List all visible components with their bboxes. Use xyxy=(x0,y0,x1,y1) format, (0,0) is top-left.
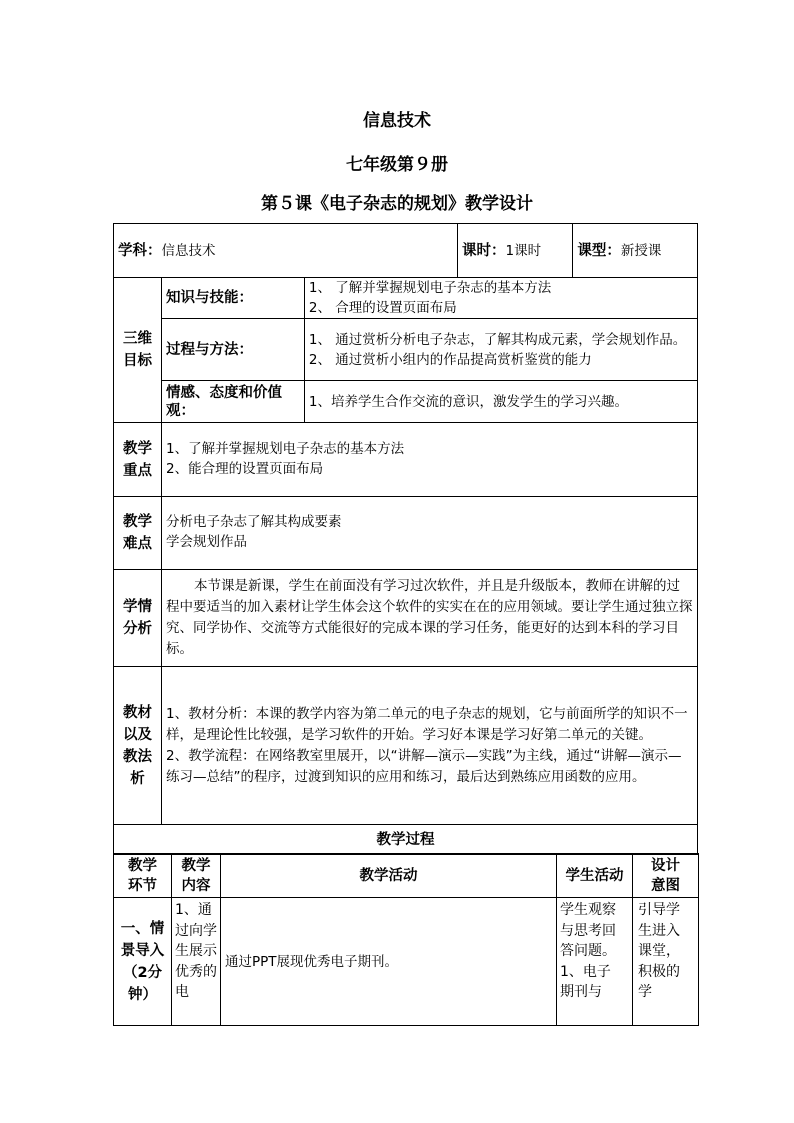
key-point-item: 1、了解并掌握规划电子杂志的基本方法 xyxy=(165,441,405,457)
materials-label: 教材以及教法析 xyxy=(114,667,162,825)
row-stage: 一、情景导入（2分钟） xyxy=(114,898,172,1026)
materials-paragraph-2: 2、教学流程：在网络教室里展开，以“讲解—演示—实践”为主线，通过“讲解—演示—练习—总结”的程序，过渡到知识的应用和练习，最后达到熟练应用函数的应用。 xyxy=(165,747,682,785)
col-content-header: 教学内容 xyxy=(172,854,221,898)
analysis-text: 本节课是新课，学生在前面没有学习过次软件，并且是升级版本，教师在讲解的过程中要适当的加入素材让学生体会这个软件的实实在在的应用领域。要让学生通过独立探究、同学协作、交流等方式能很好的完成本课的学习任务，能更好的达到本科的学习目标。 xyxy=(165,578,693,657)
type-value: 新授课 xyxy=(620,242,662,259)
row-intent: 引导学生进入课堂，积极的学 xyxy=(633,898,699,1026)
analysis-label: 学情分析 xyxy=(114,570,162,667)
materials-paragraph-1: 1、教材分析：本课的教学内容为第二单元的电子杂志的规划，它与前面所学的知识不一样，是理论性比较强，是学习软件的开始。学习好本课是学习好第二单元的关键。 xyxy=(165,705,688,743)
difficulty-item: 学会规划作品 xyxy=(165,534,247,550)
table-row xyxy=(114,898,699,1026)
difficulties-label: 教学难点 xyxy=(114,497,162,570)
process-items xyxy=(304,319,697,381)
process-item: 1、 通过赏析分析电子杂志，了解其构成元素，学会规划作品。 xyxy=(308,331,687,348)
goals-label: 三维目标 xyxy=(114,278,162,423)
header-row xyxy=(114,224,698,278)
hours-label: 课时： xyxy=(462,242,506,259)
knowledge-item: 1、 了解并掌握规划电子杂志的基本方法 xyxy=(308,280,552,296)
row-student: 学生观察与思考回答问题。1、电子期刊与 xyxy=(557,898,633,1026)
knowledge-items xyxy=(304,278,697,319)
teaching-process-table xyxy=(113,853,699,1026)
col-stage-header: 教学环节 xyxy=(114,854,172,898)
materials-content xyxy=(161,667,697,825)
lesson-info-table xyxy=(113,223,698,855)
doc-title-subject: 信息技术 xyxy=(363,111,431,131)
row-content: 1、通过向学生展示优秀的电 xyxy=(172,898,221,1026)
emotion-items xyxy=(304,381,697,423)
type-label: 课型： xyxy=(577,242,621,259)
emotion-label: 情感、态度和价值观： xyxy=(161,381,304,423)
difficulty-item: 分析电子杂志了解其构成要素 xyxy=(165,514,342,530)
row-activity: 通过PPT展现优秀电子期刊。 xyxy=(221,898,557,1026)
process-item: 2、 通过赏析小组内的作品提高赏析鉴赏的能力 xyxy=(308,351,592,368)
key-points-content xyxy=(161,423,697,497)
subject-value: 信息技术 xyxy=(161,242,216,259)
emotion-item: 1、培养学生合作交流的意识，激发学生的学习兴趣。 xyxy=(308,393,628,410)
process-header-row xyxy=(114,854,699,898)
key-point-item: 2、能合理的设置页面布局 xyxy=(165,461,324,477)
analysis-content xyxy=(161,570,697,667)
knowledge-label: 知识与技能： xyxy=(161,278,304,319)
col-activity-header: 教学活动 xyxy=(221,854,557,898)
process-heading: 教学过程 xyxy=(114,825,698,855)
doc-title-grade: 七年级第９册 xyxy=(346,155,448,175)
hours-value: 1课时 xyxy=(505,242,542,259)
col-intent-header: 设计意图 xyxy=(633,854,699,898)
subject-cell xyxy=(114,224,458,278)
doc-title-lesson: 第５课《电子杂志的规划》教学设计 xyxy=(261,194,533,214)
hours-cell xyxy=(458,224,573,278)
col-student-header: 学生活动 xyxy=(557,854,633,898)
knowledge-item: 2、 合理的设置页面布局 xyxy=(308,300,457,316)
subject-label: 学科： xyxy=(118,242,162,259)
difficulties-content xyxy=(161,497,697,570)
type-cell xyxy=(573,224,698,278)
key-points-label: 教学重点 xyxy=(114,423,162,497)
process-label: 过程与方法： xyxy=(161,319,304,381)
